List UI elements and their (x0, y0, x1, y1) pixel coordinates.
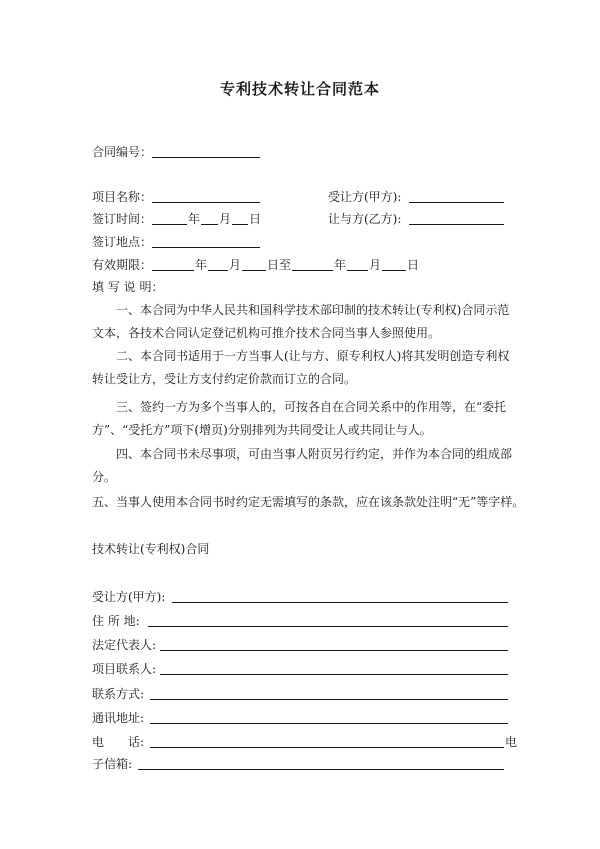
mail-address-label: 通讯地址: (92, 711, 145, 725)
validity-start-year-unit: 年 (195, 258, 208, 272)
email-label-part1: 电 (505, 735, 518, 749)
validity-day-to: 日至 (267, 258, 292, 272)
validity-end-year-blank[interactable] (292, 270, 333, 271)
phone-label-part1: 电 (92, 735, 105, 749)
validity-end-month-blank[interactable] (347, 270, 368, 271)
phone-blank[interactable] (150, 747, 504, 748)
sign-day-blank[interactable] (232, 224, 248, 225)
contact-person-blank[interactable] (160, 674, 508, 675)
sign-place-label: 签订地点： (92, 235, 153, 249)
contact-method-blank[interactable] (150, 699, 508, 700)
validity-start-month-blank[interactable] (208, 270, 228, 271)
email-blank[interactable] (138, 769, 504, 770)
assignor-b-label: 让与方(乙方): (328, 212, 402, 226)
instruction-item-5: 五、当事人使用本合同书时约定无需填写的条款，应在该条款处注明“无”等字样。 (92, 495, 525, 509)
address-label: 住 所 地: (92, 614, 140, 628)
validity-end-day-unit: 日 (407, 258, 420, 272)
sign-year-blank[interactable] (152, 224, 187, 225)
project-name-label: 项目名称： (92, 190, 153, 204)
validity-start-day-blank[interactable] (242, 270, 266, 271)
email-label-part2: 子信箱: (92, 757, 133, 771)
validity-start-month-unit: 月 (229, 258, 242, 272)
assignor-b-blank[interactable] (409, 224, 504, 225)
address-blank[interactable] (148, 626, 508, 627)
sign-place-blank[interactable] (152, 247, 260, 248)
sign-month-blank[interactable] (201, 224, 218, 225)
project-name-blank[interactable] (152, 202, 260, 203)
legal-rep-label: 法定代表人: (92, 638, 157, 652)
sign-year-unit: 年 (188, 212, 201, 226)
legal-rep-blank[interactable] (160, 650, 508, 651)
assignee-a-label: 受让方(甲方): (328, 190, 402, 204)
sign-time-label: 签订时间： (92, 212, 153, 226)
validity-label: 有效期限： (92, 258, 153, 272)
mail-address-blank[interactable] (150, 723, 508, 724)
validity-end-month-unit: 月 (369, 258, 382, 272)
instruction-item-2: 二、本合同书适用于一方当事人(让与方、原专利权人)将其发明创造专利权转让受让方，受让方支付约定价款而订立的合同。 (92, 349, 510, 386)
contract-heading: 技术转让(专利权)合同 (92, 542, 210, 556)
assignee-label: 受让方(甲方): (92, 590, 166, 604)
contract-no-label: 合同编号： (92, 145, 153, 159)
contract-no-blank[interactable] (152, 157, 260, 158)
validity-start-year-blank[interactable] (152, 270, 194, 271)
contact-person-label: 项目联系人: (92, 662, 157, 676)
validity-end-year-unit: 年 (334, 258, 347, 272)
phone-label-part2: 话: (128, 735, 145, 749)
document-title: 专利技术转让合同范本 (219, 80, 380, 98)
contact-method-label: 联系方式: (92, 687, 145, 701)
instructions-heading: 填 写 说 明： (92, 280, 164, 294)
sign-day-unit: 日 (249, 212, 262, 226)
instruction-item-3: 三、签约一方为多个当事人的，可按各自在合同关系中的作用等，在“委托方”、“受托方”项下(增页)分别排列为共同受让人或共同让与人。 (92, 400, 507, 437)
instruction-item-4: 四、本合同书未尽事项，可由当事人附页另行约定，并作为本合同的组成部分。 (92, 447, 513, 484)
validity-end-day-blank[interactable] (382, 270, 406, 271)
assignee-blank[interactable] (172, 602, 508, 603)
instruction-item-1: 一、本合同为中华人民共和国科学技术部印制的技术转让(专利权)合同示范文本，各技术合同认定登记机构可推介技术合同当事人参照使用。 (92, 303, 510, 340)
assignee-a-blank[interactable] (409, 202, 504, 203)
sign-month-unit: 月 (219, 212, 232, 226)
